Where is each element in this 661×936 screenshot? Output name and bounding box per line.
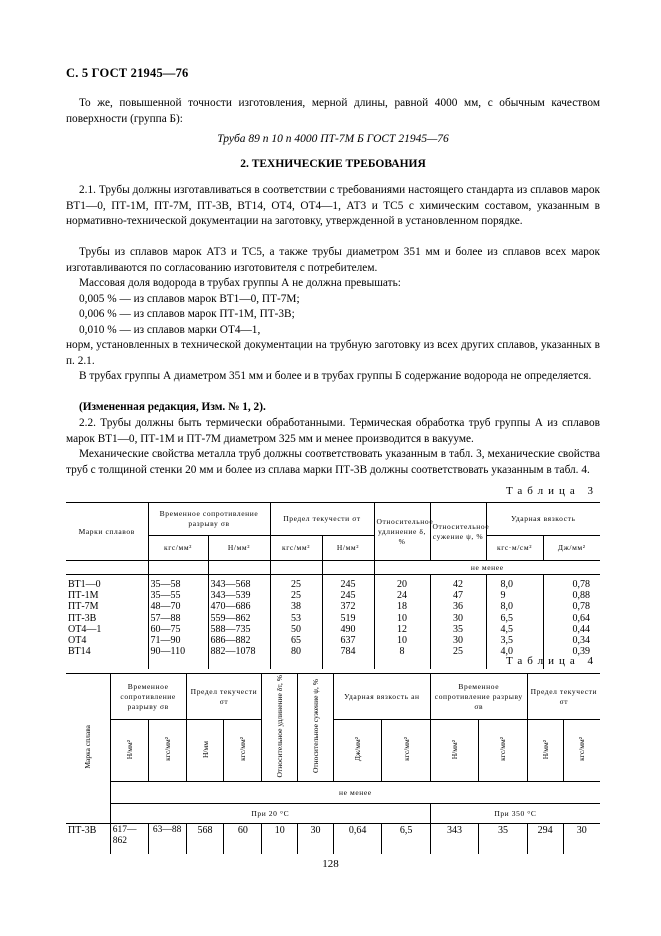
t4-not-less: не менее: [110, 782, 600, 804]
t4-unit-cell: [110, 720, 148, 782]
t3-col-yield-kgs: [270, 575, 322, 669]
t3-cell: 50: [291, 623, 302, 635]
t4-unit-cell: [430, 720, 478, 782]
t3-col-strength-n: [208, 575, 270, 669]
t4-header-grade: Марка сплава: [83, 725, 93, 770]
t3-cell: 0,39: [572, 646, 591, 658]
t4-header-elongation-cell: [262, 674, 298, 782]
t3-col-strength-kgs: [148, 575, 208, 669]
t4-cell-yield-n: 568: [186, 824, 224, 854]
t3-cell: 57—88: [150, 612, 181, 624]
t3-cell: 8,0: [500, 601, 514, 613]
t3-cell: ОТ4—1: [68, 623, 102, 635]
paragraph-2-2: 2.2. Трубы должны быть термически обработанными. Термическая обработка труб группы А из сплавов марок ВТ1—0, ПТ-1М и ПТ-7М диаметром 325 мм и менее производится в вакууме.: [66, 417, 600, 445]
t3-cell: 0,78: [572, 601, 591, 613]
t4-header-narrowing: Относительное сужение ψ, %: [311, 679, 321, 774]
t3-col-narrowing: [430, 575, 486, 669]
hydrogen-item-3: 0,010 % — из сплавов марки ОТ4—1,: [79, 324, 261, 336]
t4-header-yield-350: Предел текучести σт: [527, 674, 600, 720]
t4-header-grade-cell: [66, 674, 110, 824]
t4-cell-strength-n: 617—862: [110, 824, 148, 854]
t4-at-20: При 20 °С: [110, 804, 430, 824]
t3-cell: 35—58: [150, 579, 181, 590]
t3-blank: [66, 561, 148, 575]
paragraph-2-1: 2.1. Трубы должны изготавливаться в соответствии с требованиями настоящего стандарта из сплавов марок ВТ1—0, ПТ-1М, ПТ-7М, ПТ-3В, ВТ14, ОТ4, ОТ4—1, АТ3 и ТС5 с химическим составом, указанным в нормативно-технической документации на заготовку, утвержденной в установленном порядке.: [66, 184, 600, 227]
t3-cell: 24: [397, 590, 408, 602]
t4-header-strength: Временное сопротивление разрыву σв: [110, 674, 186, 720]
intro-paragraph: То же, повышенной точности изготовления, мерной длины, равной 4000 мм, с обычным качеством поверхности (группа Б):: [66, 97, 600, 125]
t3-cell: 53: [291, 612, 302, 624]
t3-cell: 882—1078: [210, 646, 256, 658]
t3-cell: ОТ4: [68, 635, 87, 647]
paragraph-at3: Трубы из сплавов марок АТ3 и ТС5, а также трубы диаметром 351 мм и более из сплавов всех марок изготавливаются по согласованию изготовителя с потребителем.: [66, 246, 600, 274]
t4-at-350: При 350 °С: [430, 804, 600, 824]
t3-cell: 490: [340, 623, 356, 635]
t3-header-grade: Марки сплавов: [66, 503, 148, 561]
t3-cell: 71—90: [150, 635, 181, 647]
t3-cell: 0,88: [572, 590, 591, 602]
t4-cell-grade: ПТ-3В: [66, 824, 110, 854]
t4-unit-cell: [479, 720, 527, 782]
t4-unit-nmm: Н/мм²: [450, 739, 460, 759]
t3-col-grade: [66, 575, 148, 669]
t3-blank: [148, 561, 208, 575]
t3-header-impact: Ударная вязкость: [486, 503, 600, 536]
t3-cell: 4,0: [500, 646, 514, 658]
t4-unit-kgs: кгс/мм²: [577, 737, 587, 762]
t3-cell: ПТ-3В: [68, 612, 97, 624]
t4-header-impact: Ударная вязкость aн: [333, 674, 430, 720]
t4-unit-kgs: кгс/мм²: [238, 737, 248, 762]
table3-caption: Таблица 3: [505, 485, 598, 497]
table-3: [66, 502, 600, 669]
table4-caption: Таблица 4: [505, 655, 598, 667]
t3-cell: 38: [291, 601, 302, 613]
t4-unit-kgs: кгс/мм²: [498, 737, 508, 762]
t3-cell: 0,78: [572, 579, 591, 590]
t4-unit-cell: [563, 720, 600, 782]
t4-unit-j: Дж/мм²: [353, 737, 363, 762]
t3-cell: 25: [453, 646, 464, 658]
t3-cell: 80: [291, 646, 302, 658]
t4-unit-nmm: Н/мм²: [124, 739, 134, 759]
t3-cell: 36: [453, 601, 464, 613]
t3-cell: 90—110: [150, 646, 186, 658]
t3-cell: ПТ-7М: [68, 601, 99, 613]
t3-blank: [270, 561, 322, 575]
t3-cell: 8: [399, 646, 405, 658]
t3-cell: 47: [453, 590, 464, 602]
t3-cell: 4,5: [500, 623, 514, 635]
t4-unit-cell: [186, 720, 224, 782]
t4-cell-yield350-n: 294: [527, 824, 563, 854]
t4-unit-nm: Н/мм: [200, 740, 210, 758]
t3-cell: 245: [340, 590, 356, 602]
t3-cell: ПТ-1М: [68, 590, 99, 602]
t3-cell: 30: [453, 635, 464, 647]
t4-cell-elongation: 10: [262, 824, 298, 854]
t3-unit-kgs: кгс/мм²: [270, 536, 322, 561]
t4-unit-kgs: кгс/мм²: [162, 737, 172, 762]
t3-cell: 20: [397, 579, 408, 590]
t3-cell: 8,0: [500, 579, 514, 590]
t4-header-elongation: Относительное удлинение δт, %: [275, 675, 285, 778]
table-4: [66, 673, 600, 854]
t3-cell: 637: [340, 635, 356, 647]
t4-cell-strength-kgs: 63—88: [148, 824, 186, 854]
t4-cell-yield-kgs: 60: [224, 824, 262, 854]
t3-cell: 25: [291, 590, 302, 602]
paragraph-351: В трубах группы А диаметром 351 мм и более и в трубах группы Б содержание водорода не определяется.: [79, 370, 592, 382]
t3-not-less: не менее: [374, 561, 600, 575]
paragraph-hydrogen: Массовая доля водорода в трубах группы А не должна превышать:: [79, 277, 401, 289]
t3-cell: 65: [291, 635, 302, 647]
t4-cell-impact-kgs: 6,5: [382, 824, 430, 854]
t3-cell: 519: [340, 612, 356, 624]
t4-header-yield: Предел текучести σт: [186, 674, 262, 720]
t3-cell: 0,34: [572, 635, 591, 647]
t3-cell: 9: [500, 590, 506, 602]
t3-cell: 343—539: [210, 590, 251, 602]
t4-cell-strength350-n: 343: [430, 824, 478, 854]
t4-cell-yield350-kgs: 30: [563, 824, 600, 854]
t3-cell: 784: [340, 646, 356, 658]
t3-cell: 18: [397, 601, 408, 613]
t3-cell: 48—70: [150, 601, 181, 613]
revision-note: (Измененная редакция, Изм. № 1, 2).: [79, 401, 266, 413]
t4-unit-nmm: Н/мм²: [540, 739, 550, 759]
t3-unit-n: Н/мм²: [208, 536, 270, 561]
t4-cell-narrowing: 30: [298, 824, 334, 854]
t3-cell: 10: [397, 635, 408, 647]
t3-cell: 6,5: [500, 612, 514, 624]
t3-cell: 588—735: [210, 623, 251, 635]
t4-unit-cell: [382, 720, 430, 782]
t3-cell: 60—75: [150, 623, 181, 635]
t3-cell: 30: [453, 612, 464, 624]
t3-cell: 10: [397, 612, 408, 624]
t4-header-narrowing-cell: [298, 674, 334, 782]
t3-cell: 245: [340, 579, 356, 590]
t3-unit-kgs: кгс/мм²: [148, 536, 208, 561]
t3-cell: ВТ14: [68, 646, 91, 658]
t3-col-yield-n: [322, 575, 374, 669]
t3-cell: 470—686: [210, 601, 251, 613]
t3-cell: 0,44: [572, 623, 591, 635]
t3-cell: 35—55: [150, 590, 181, 602]
t3-unit-kgsm: кгс·м/см²: [486, 536, 543, 561]
t3-cell: 343—568: [210, 579, 251, 590]
t3-header-yield: Предел текучести σт: [270, 503, 374, 536]
section-title: 2. ТЕХНИЧЕСКИЕ ТРЕБОВАНИЯ: [240, 158, 426, 170]
t4-unit-cell: [333, 720, 381, 782]
t3-header-elongation: Относительное удлинение δ, %: [374, 503, 430, 561]
t3-cell: 0,64: [572, 612, 591, 624]
paragraph-norm: норм, установленных в технической документации на трубную заготовку из всех других сплавов, указанных в п. 2.1.: [66, 339, 600, 367]
t3-col-elongation: [374, 575, 430, 669]
t3-cell: 25: [291, 579, 302, 590]
t3-cell: 3,5: [500, 635, 514, 647]
t3-cell: ВТ1—0: [68, 579, 101, 590]
t4-unit-kgs: кгс/мм²: [401, 737, 411, 762]
hydrogen-item-1: 0,005 % — из сплавов марок ВТ1—0, ПТ-7М;: [79, 293, 300, 305]
t4-header-strength-350: Временное сопротивление разрыву σв: [430, 674, 527, 720]
t4-cell-impact-j: 0,64: [333, 824, 381, 854]
t3-header-narrowing: Относительное сужение ψ, %: [430, 503, 486, 561]
product-designation: Труба 89 п 10 п 4000 ПТ-7М Б ГОСТ 21945—76: [217, 133, 449, 145]
t3-unit-j: Дж/мм²: [543, 536, 600, 561]
t3-cell: 42: [453, 579, 464, 590]
t3-cell: 559—862: [210, 612, 251, 624]
t3-unit-n: Н/мм²: [322, 536, 374, 561]
hydrogen-item-2: 0,006 % — из сплавов марок ПТ-1М, ПТ-3В;: [79, 308, 295, 320]
t4-unit-cell: [224, 720, 262, 782]
t3-blank: [208, 561, 270, 575]
t4-unit-cell: [148, 720, 186, 782]
t3-cell: 35: [453, 623, 464, 635]
t3-cell: 686—882: [210, 635, 251, 647]
paragraph-mechanical: Механические свойства металла труб должны соответствовать указанным в табл. 3, механические свойства труб с толщиной стенки 20 мм и более из сплава марки ПТ-3В должны соответствовать указанным в табл. 4.: [66, 448, 600, 476]
t4-cell-strength350-kgs: 35: [479, 824, 527, 854]
t4-unit-cell: [527, 720, 563, 782]
t3-cell: 12: [397, 623, 408, 635]
t3-cell: 372: [340, 601, 356, 613]
t3-blank: [322, 561, 374, 575]
page-number: 128: [322, 858, 339, 870]
t3-header-strength: Временное сопротивление разрыву σв: [148, 503, 270, 536]
page-header: С. 5 ГОСТ 21945—76: [66, 66, 189, 80]
